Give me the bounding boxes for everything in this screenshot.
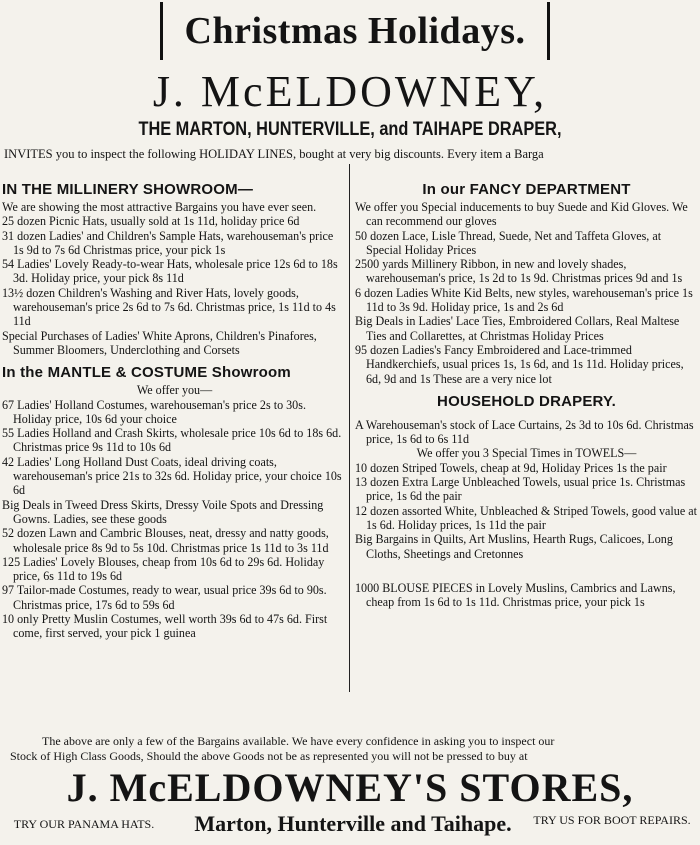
stores-name: J. McELDOWNEY'S STORES, — [66, 765, 634, 810]
intro-line: INVITES you to inspect the following HOLIDAY LINES, bought at very big discounts. Every item a Barga — [4, 147, 544, 161]
list-item: 42 Ladies' Long Holland Dust Coats, ideal driving coats, warehouseman's price 21s to 32s 6d. Holiday price, your choice 10s 6d — [2, 454, 342, 498]
list-item: 97 Tailor-made Costumes, ready to wear, usual price 39s 6d to 90s. Christmas price, 17s 6d to 59s 6d — [2, 583, 327, 612]
list-item: 54 Ladies' Lovely Ready-to-wear Hats, wholesale price 12s 6d to 18s 3d. Holiday price, your pick 8s 11d — [2, 257, 338, 286]
list-item: 52 dozen Lawn and Cambric Blouses, neat, dressy and natty goods, wholesale price 8s 9d to 5s 10d. Christmas price 1s 11d to 3s 11d — [2, 526, 329, 555]
list-item: 12 dozen assorted White, Unbleached & Striped Towels, good value at 1s 6d. Holiday prices, 1s 11d the pair — [355, 503, 697, 532]
list-item: Big Deals in Tweed Dress Skirts, Dressy Voile Spots and Dressing Gowns. Ladies, see these goods — [2, 497, 324, 526]
list-item: Big Bargains in Quilts, Art Muslins, Hearth Rugs, Calicoes, Long Cloths, Sheetings and Cretonnes — [355, 532, 673, 561]
household-heading: HOUSEHOLD DRAPERY. — [437, 392, 616, 410]
list-item: 13½ dozen Children's Washing and River Hats, lovely goods, warehouseman's price 2s 6d to 7s 6d. Christmas price, 1s 11d to 4s 11d — [2, 285, 336, 329]
list-item: 55 Ladies Holland and Crash Skirts, wholesale price 10s 6d to 18s 6d. Christmas price 9s 11d to 10s 6d — [2, 426, 342, 455]
list-item: 2500 yards Millinery Ribbon, in new and lovely shades, warehouseman's price, 1s 2d to 1s 9d. Christmas prices 9d and 1s — [355, 257, 683, 286]
right-column — [355, 180, 698, 609]
stores-towns: Marton, Hunterville and Taihape. — [194, 811, 512, 836]
blouse-pieces-item: 1000 BLOUSE PIECES in Lovely Muslins, Cambrics and Lawns, cheap from 1s 6d to 1s 11d. Christmas price, your pick 1s — [355, 580, 676, 610]
list-item: 13 dozen Extra Large Unbleached Towels, usual price 1s. Christmas price, 1s 6d the pair — [355, 475, 686, 504]
list-item: We are showing the most attractive Bargains you have ever seen. — [2, 200, 317, 214]
left-column — [2, 180, 347, 641]
list-item: 6 dozen Ladies White Kid Belts, new styles, warehouseman's price 1s 11d to 3s 9d. Holiday price, 1s and 2s 6d — [355, 285, 693, 315]
footer-text — [10, 734, 700, 763]
list-item: 31 dozen Ladies' and Children's Sample Hats, warehouseman's price 1s 9d to 7s 6d Christmas price, your pick 1s — [2, 228, 334, 257]
footer-line-2: Stock of High Class Goods, Should the above Goods not be as represented you will not be pressed to buy at — [10, 748, 528, 763]
list-item: 25 dozen Picnic Hats, usually sold at 1s 11d, holiday price 6d — [2, 214, 300, 229]
panama-hats-note: TRY OUR PANAMA HATS. — [13, 817, 155, 831]
column-divider — [349, 164, 350, 692]
list-item: We offer you Special inducements to buy Suede and Kid Gloves. We can recommend our gloves — [355, 200, 688, 229]
list-item: Big Deals in Ladies' Lace Ties, Embroidered Collars, Real Maltese Ties and Collarettes, at Christmas Holiday Prices — [355, 314, 680, 343]
list-item: 95 dozen Ladies's Fancy Embroidered and Lace-trimmed Handkerchiefs, usual prices 1s, 1s 6d, and 1s 11d. Holiday prices, 6d, 9d and 1s These are a very nice lot — [355, 342, 684, 386]
millinery-heading: IN THE MILLINERY SHOWROOM— — [2, 181, 254, 198]
list-item: 10 only Pretty Muslin Costumes, well worth 39s 6d to 47s 6d. First come, first served, your pick 1 guinea — [2, 612, 328, 641]
merchant-subtitle: THE MARTON, HUNTERVILLE, and TAIHAPE DRAPER, — [138, 119, 562, 140]
towels-offer: We offer you 3 Special Times in TOWELS— — [416, 446, 637, 461]
boot-repairs-note: TRY US FOR BOOT REPAIRS. — [533, 813, 691, 827]
merchant-name: J. McELDOWNEY, — [152, 67, 548, 116]
banner-title: Christmas Holidays. — [160, 2, 550, 60]
mantle-offer: We offer you— — [136, 383, 213, 398]
list-item: Special Purchases of Ladies' White Aprons, Children's Pinafores, Summer Bloomers, Underclothing and Corsets — [2, 328, 317, 357]
list-item: 125 Ladies' Lovely Blouses, cheap from 10s 6d to 29s 6d. Holiday price, 6s 11d to 19s 6d — [2, 554, 325, 584]
list-item: A Warehouseman's stock of Lace Curtains, 2s 3d to 10s 6d. Christmas price, 1s 6d to 6s 11d — [355, 417, 694, 447]
list-item: 10 dozen Striped Towels, cheap at 9d, Holiday Prices 1s the pair — [355, 460, 667, 475]
fancy-heading: In our FANCY DEPARTMENT — [422, 181, 631, 198]
footer-line-1: The above are only a few of the Bargains available. We have every confidence in asking you to inspect our — [42, 734, 555, 748]
list-item: 50 dozen Lace, Lisle Thread, Suede, Net and Taffeta Gloves, at Special Holiday Prices — [355, 228, 662, 257]
list-item: 67 Ladies' Holland Costumes, warehouseman's price 2s to 30s. Holiday price, 10s 6d your choice — [2, 397, 306, 426]
mantle-heading: In the MANTLE & COSTUME Showroom — [2, 364, 291, 382]
